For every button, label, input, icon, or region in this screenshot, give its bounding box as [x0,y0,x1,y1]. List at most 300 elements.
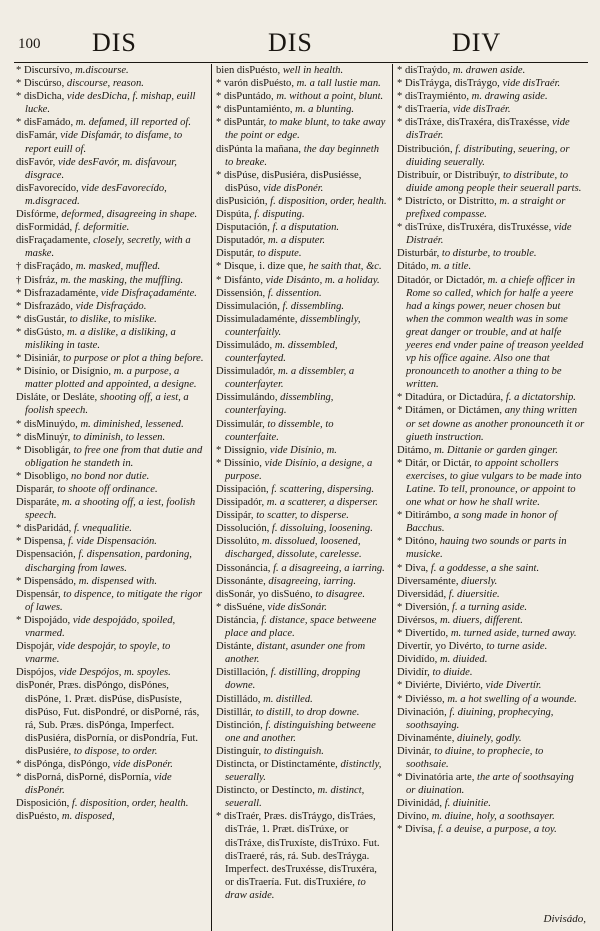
definition: vide disSonár. [267,601,327,613]
dictionary-entry [216,562,388,575]
dictionary-entry [16,431,207,444]
dictionary-entry [397,509,585,535]
definition: to appoint schollers exercises, to giue vulgars to be made into Latine. To tell, pronounce, or appoint to one what or how he shall write. [406,457,582,509]
header-center: DIS [268,28,313,57]
headword: disPuésto, [16,811,60,823]
headword: * disTrúxe, disTruxéra, disTruxésse, [397,222,552,234]
headword: * Discúrso, [16,78,65,90]
column-divider-2 [392,64,393,931]
dictionary-entry [397,116,585,142]
dictionary-entry [397,274,585,392]
definition: m. dispensed with. [78,575,157,587]
definition: to dissemble, to counterfaite. [225,418,334,443]
dictionary-entry [216,666,388,692]
headword: disFormidád, [16,222,73,234]
headword: * disMinuýdo, [16,418,78,430]
headword: † Disfráz, [16,274,58,286]
dictionary-entry [16,444,207,470]
headword: * disPúse, disPusiéra, disPusiésse, disPúso, [216,169,362,194]
headword: Ditadór, or Dictadór, [397,274,485,286]
headword: Distillár, [216,706,253,718]
dictionary-entry [397,679,585,692]
definition: m. turned aside, turned away. [450,628,577,640]
headword: disPonér, Præs. disPóngo, disPónes, disPóne, 1. Præt. disPúse, disPusíste, disPúso, Fut. disPondré, or disPorné, rás, rá, Sub. Præs. disPónga, Imperfect. disPusiéra, disPornía, or disPondría, Fut. disPusiére, [16,680,200,757]
dictionary-entry [216,601,388,614]
dictionary-entry [16,483,207,496]
definition: m. diminished, lessened. [80,418,184,430]
dictionary-entry [216,693,388,706]
headword: Distincta, or Distinctaménte, [216,758,338,770]
definition: vide disPonér. [112,758,173,770]
definition: to disturbe, to trouble. [441,248,537,260]
definition: vide disTraér. [452,104,511,116]
definition: f. distinguishing betweene one and another. [225,719,376,744]
dictionary-entry [397,732,585,745]
definition: f. dispensation, pardoning, discharging from lawes. [25,549,192,574]
headword: * Diviésso, [397,693,445,705]
definition: f. dissention. [267,287,322,299]
definition: m. a disputer. [267,235,326,247]
dictionary-entry [216,234,388,247]
dictionary-entry [216,444,388,457]
headword: * Disobligár, [16,444,71,456]
headword: * Dissínio, [216,457,262,469]
dictionary-entry [16,221,207,234]
headword: * disPuntár, [216,117,267,129]
definition: the day beginneth to breake. [225,143,379,168]
dictionary-entry [216,575,388,588]
headword: * disGústo, [16,326,65,338]
definition: f. a disputation. [272,222,340,234]
column-3 [397,64,585,909]
dictionary-entry [16,640,207,666]
dictionary-entry [216,143,388,169]
definition: to distill, to drop downe. [255,706,360,718]
dictionary-entry [397,797,585,810]
definition: vide Divertír. [485,680,542,692]
headword: Divinaménte, [397,732,455,744]
definition: discourse, reason. [66,78,144,90]
dictionary-entry [16,365,207,391]
headword: disFamár, [16,130,58,142]
dictionary-entry [16,575,207,588]
definition: dissembling, counterfaying. [225,392,334,417]
headword: * Ditadúra, or Dictadúra, [397,392,504,404]
dictionary-entry [16,77,207,90]
headword: Disputadór, [216,235,266,247]
dictionary-entry [397,260,585,273]
dictionary-entry [216,745,388,758]
headword: * disPónga, disPóngo, [16,758,111,770]
headword: Divinación, [397,706,447,718]
dictionary-entry [216,640,388,666]
catchword: Divisádo, [543,913,586,925]
definition: f. disposition, order, health. [270,195,387,207]
definition: m. diuers, different. [439,614,523,626]
headword: * Dispensádo, [16,575,77,587]
definition: shooting off, a iest, a foolish speech. [25,392,189,417]
headword: Distribuír, or Distribuýr, [397,169,501,181]
dictionary-entry [216,260,388,273]
headword: * Diversión, [397,601,450,613]
headword: disSonár, yo disSuéno, [216,588,313,600]
headword: Dissipación, [216,484,269,495]
headword: * disDicha, [16,91,65,103]
headword: Distillación, [216,667,269,679]
definition: to dispence, to mitigate the rigor of lawes. [25,588,203,613]
definition: m. a scatterer, a disperser. [266,497,378,509]
headword: * varón disPuésto, [216,78,294,90]
headword: disFraçadamente, [16,235,91,247]
dictionary-entry [16,470,207,483]
headword: Dissipár, [216,510,254,522]
dictionary-entry [216,274,388,287]
definition: vide disPonér. [263,182,324,194]
headword: bien disPuésto, [216,65,281,76]
headword: Divíno, [397,811,430,823]
headword: Dissonánte, [216,575,266,587]
dictionary-entry [216,169,388,195]
definition: vide Disánto, m. a holiday. [265,274,380,286]
definition: m. dissembled, counterfayted. [225,339,338,365]
header-right: DIV [452,28,502,57]
headword: Dispójos, [16,667,57,679]
headword: Dividír, [397,667,430,679]
headword: * disTraymiénto, [397,91,470,103]
headword: Dissolúto, [216,536,260,548]
headword: * disTraería, [397,104,451,116]
headword: Dissonáncia, [216,562,271,574]
definition: vide Disfamár, to disfame, to report euill of. [25,130,183,155]
dictionary-entry [16,391,207,417]
headword: Disturbár, [397,248,440,260]
definition: to distinguish. [263,745,324,757]
dictionary-entry [16,522,207,535]
definition: m. a chiefe officer in Rome so called, which for halfe a yeere had a kings power, neuer chosen but when the common wealth was in some great danger or trouble, and at halfe yeeres end vnder paine of treason yeelded vp his office againe. Also one that pronounceth to another a thing to be written. [406,274,584,391]
definition: vide Disínio, m. [269,444,337,456]
definition: f. dissoluing, loosening. [271,523,373,535]
headword: * Disiniár, [16,353,61,365]
dictionary-entry [16,300,207,313]
headword: * Disfrazadaménte, [16,287,99,299]
definition: m. drawing aside. [471,91,548,103]
dictionary-entry [16,274,207,287]
definition: f. distilling, dropping downe. [225,667,361,692]
dictionary-entry [16,352,207,365]
definition: f. disputing. [254,209,305,221]
headword: * disTraýdo, [397,65,451,76]
definition: disagreeing, iarring. [268,575,356,587]
definition: m. distilled. [263,693,313,705]
dictionary-entry [397,588,585,601]
dictionary-entry [216,483,388,496]
definition: distinctly, seuerally. [225,758,382,784]
dictionary-entry [216,535,388,561]
dictionary-entry [216,103,388,116]
dictionary-entry [16,548,207,574]
dictionary-entry [216,195,388,208]
dictionary-entry [216,418,388,444]
headword: * Divertído, [397,628,449,640]
dictionary-entry [397,562,585,575]
dictionary-entry [397,103,585,116]
definition: vide Disfraçadaménte. [101,287,197,299]
definition: to dislike, to mislike. [69,313,157,325]
dictionary-entry [397,627,585,640]
dictionary-entry [216,208,388,221]
dictionary-entry [216,496,388,509]
definition: m. a blunting. [295,104,355,116]
definition: m. drawen aside. [452,65,526,76]
dictionary-entry [16,116,207,129]
headword: * DisTráyga, disTráygo, [397,78,500,90]
definition: he saith that, &c. [308,261,382,273]
headword: Divérsos, [397,614,438,626]
definition: to diuide. [432,667,473,679]
dictionary-entry [16,208,207,221]
headword: Disláte, or Desláte, [16,392,98,404]
dictionary-entry [397,666,585,679]
page-number: 100 [18,36,41,52]
dictionary-entry [16,287,207,300]
dictionary-entry [397,404,585,443]
headword: Dispojár, [16,641,55,653]
headword: Dissimulándo, [216,392,278,404]
definition: diuinely, godly. [457,732,522,744]
dictionary-entry [16,90,207,116]
definition: to scatter, to disperse. [256,510,349,522]
dictionary-entry [16,129,207,155]
headword: Dissimuladaménte, [216,313,298,325]
definition: m. a dislike, a disliking, a misliking in taste. [25,326,176,351]
headword: Divinár, [397,745,432,757]
definition: f. distance, space betweene place and place. [225,614,377,640]
dictionary-entry [216,588,388,601]
dictionary-entry [16,64,207,77]
headword: * disMinuýr, [16,431,71,443]
column-1 [16,64,207,931]
headword: * Dispensa, [16,536,66,548]
definition: no bond nor dutie. [71,470,150,482]
headword: Diversaménte, [397,575,459,587]
definition: m. defamed, ill reported of. [75,117,191,129]
dictionary-entry [16,418,207,431]
dictionary-entry [216,77,388,90]
headword: Disputár, [216,248,255,260]
dictionary-entry [397,706,585,732]
headword: Ditádo, [397,261,429,273]
headword: Divinidád, [397,798,443,810]
dictionary-entry [397,745,585,771]
headword: * Diviérte, Diviérto, [397,680,483,692]
headword: * disPorná, disPorné, disPornía, [16,772,152,784]
column-divider-1 [211,64,212,931]
definition: to disagree. [315,588,365,600]
definition: m.discourse. [75,65,129,76]
dictionary-entry [397,247,585,260]
headword: * Dissígnio, [216,444,268,456]
dictionary-entry [16,234,207,260]
definition: f. scattering, dispersing. [271,484,375,495]
definition: f. a turning aside. [452,601,528,613]
definition: m. without a point, blunt. [276,91,384,103]
headword: disPúnta la mañana, [216,143,302,155]
headword: disFavór, [16,156,56,168]
headword: † disFraçádo, [16,261,74,273]
headword: * Ditirámbo, [397,510,452,522]
definition: f. vnequalitie. [73,523,132,535]
definition: f. diuersitie. [448,588,500,600]
dictionary-entry [397,90,585,103]
definition: m. masked, muffled. [75,261,161,273]
dictionary-entry [16,182,207,208]
definition: m. a hot swelling of a wounde. [447,693,577,705]
headword: Dissimuládo, [216,339,273,351]
headword: Distilládo, [216,693,261,705]
headword: Disposición, [16,798,70,810]
headword: * disPuntamiénto, [216,104,293,116]
headword: * Ditóno, [397,536,438,548]
headword: * disTraér, Præs. disTráygo, disTráes, disTráe, 1. Præt. disTrúxe, or disTráxe, disTruxíste, disTrúxo. Fut. disTraeré, rás, rá. Sub. desTráyga. Imperfect. desTruxésse, disTruxéra, or disTraería. Fut. disTruxiére, [216,811,380,888]
dictionary-entry [16,535,207,548]
dictionary-entry [16,679,207,758]
dictionary-entry [216,300,388,313]
definition: m. dissolued, loosened, discharged, dissolute, carelesse. [225,536,362,561]
dictionary-entry [16,614,207,640]
dictionary-entry [397,391,585,404]
dictionary-entry [216,116,388,142]
headword: Disfórme, [16,209,59,221]
dictionary-entry [216,614,388,640]
headword: Distáncia, [216,614,259,626]
headword: Dispensár, [16,588,61,600]
dictionary-entry [397,221,585,247]
dictionary-entry [216,391,388,417]
definition: vide Disínio, a designe, a purpose. [225,457,373,482]
dictionary-entry [216,339,388,365]
definition: to make blunt, to take away the point or edge. [225,117,386,142]
headword: disFavorecído, [16,182,79,194]
definition: m. a straight or prefixed compasse. [406,195,566,221]
definition: hauing two sounds or parts in musicke. [406,536,567,561]
definition: f. diuining, prophecying, soothsaying. [406,706,554,731]
dictionary-entry [16,666,207,679]
dictionary-entry [216,365,388,391]
dictionary-entry [397,457,585,509]
headword: Dispúta, [216,209,252,221]
dictionary-entry [216,313,388,339]
headword: Divertír, yo Divérto, [397,641,484,653]
column-2 [216,64,388,931]
headword: Distinción, [216,719,263,731]
definition: to free one from that dutie and obligation he standeth in. [25,444,203,469]
definition: to distribute, to diuide among people their seuerall parts. [406,169,582,194]
definition: m. the masking, the muffling. [60,274,184,286]
headword: * Dispojádo, [16,614,71,626]
definition: m. distinct, seuerall. [225,785,365,810]
definition: to shoote off ordinance. [57,484,158,495]
definition: vide desDicha, f. mishap, euill lucke. [25,91,196,116]
definition: distant, asunder one from another. [225,641,366,666]
definition: vide desFavór, m. disfavour, disgrace. [25,156,177,181]
definition: to diuine, to prophecie, to soothsaie. [406,745,544,770]
dictionary-entry [397,64,585,77]
dictionary-entry [216,287,388,300]
dictionary-entry [16,156,207,182]
definition: m. a title. [431,261,472,273]
definition: vide disTraér. [406,117,570,142]
headword: * Ditámen, or Dictámen, [397,405,503,417]
headword: Dividído, [397,654,438,666]
definition: m. disposed, [61,811,115,823]
definition: f. a deuise, a purpose, a toy. [437,824,557,836]
definition: m. a purpose, a matter plotted and appointed, a designe. [25,366,197,391]
dictionary-entry [397,77,585,90]
headword: * Ditár, or Dictár, [397,457,472,469]
headword: * Disobligo, [16,470,69,482]
definition: to purpose or plot a thing before. [62,353,204,365]
headword: Ditámo, [397,444,432,456]
definition: f. diuinitie. [444,798,491,810]
headword: Distincto, or Destíncto, [216,785,315,797]
headword: * disParidád, [16,523,72,535]
headword: Dissimulár, [216,418,265,430]
headword: Diversidád, [397,588,447,600]
definition: vide despojádo, spoiled, vnarmed. [25,614,176,640]
definition: the arte of soothsaying or diuination. [406,772,574,797]
headword: Distinguír, [216,745,262,757]
headword: * Disfrazádo, [16,300,74,312]
headword: * Disfánto, [216,274,264,286]
definition: a song made in honor of Bacchus. [406,510,558,535]
definition: f. a dictatorship. [505,392,576,404]
headword: * Distrícto, or Distrítto, [397,195,497,207]
headword: Disputación, [216,222,270,234]
dictionary-entry [397,693,585,706]
headword: Disparáte, [16,497,60,509]
dictionary-entry [216,221,388,234]
headword: * disFamádo, [16,117,74,129]
dictionary-entry [16,326,207,352]
dictionary-entry [16,496,207,522]
dictionary-entry [397,601,585,614]
headword: * Divísa, [397,824,436,836]
definition: f. a goddesse, a she saint. [430,562,540,574]
dictionary-entry [397,195,585,221]
headword: Dissensión, [216,287,266,299]
dictionary-entry [397,771,585,797]
headword: Dissipadór, [216,497,265,509]
headword: Distribución, [397,143,453,155]
headword: Dissolución, [216,523,270,535]
definition: to turne aside. [486,641,548,653]
definition: any thing written or set downe as another pronounceth it or giueth instruction. [406,405,585,443]
dictionary-entry [397,810,585,823]
headword: * Disque, i. dize que, [216,261,306,273]
definition: m. diuided. [439,654,488,666]
dictionary-entry [216,509,388,522]
definition: m. a tall lustie man. [296,78,381,90]
headword: * Divinatória arte, [397,772,475,784]
headword: * disGustár, [16,313,67,325]
dictionary-entry [397,575,585,588]
dictionary-entry [216,64,388,77]
dictionary-entry [397,143,585,169]
headword: disPusición, [216,195,268,207]
definition: m. Dittanie or garden ginger. [434,444,558,456]
dictionary-entry [216,522,388,535]
definition: to draw aside. [225,876,366,901]
